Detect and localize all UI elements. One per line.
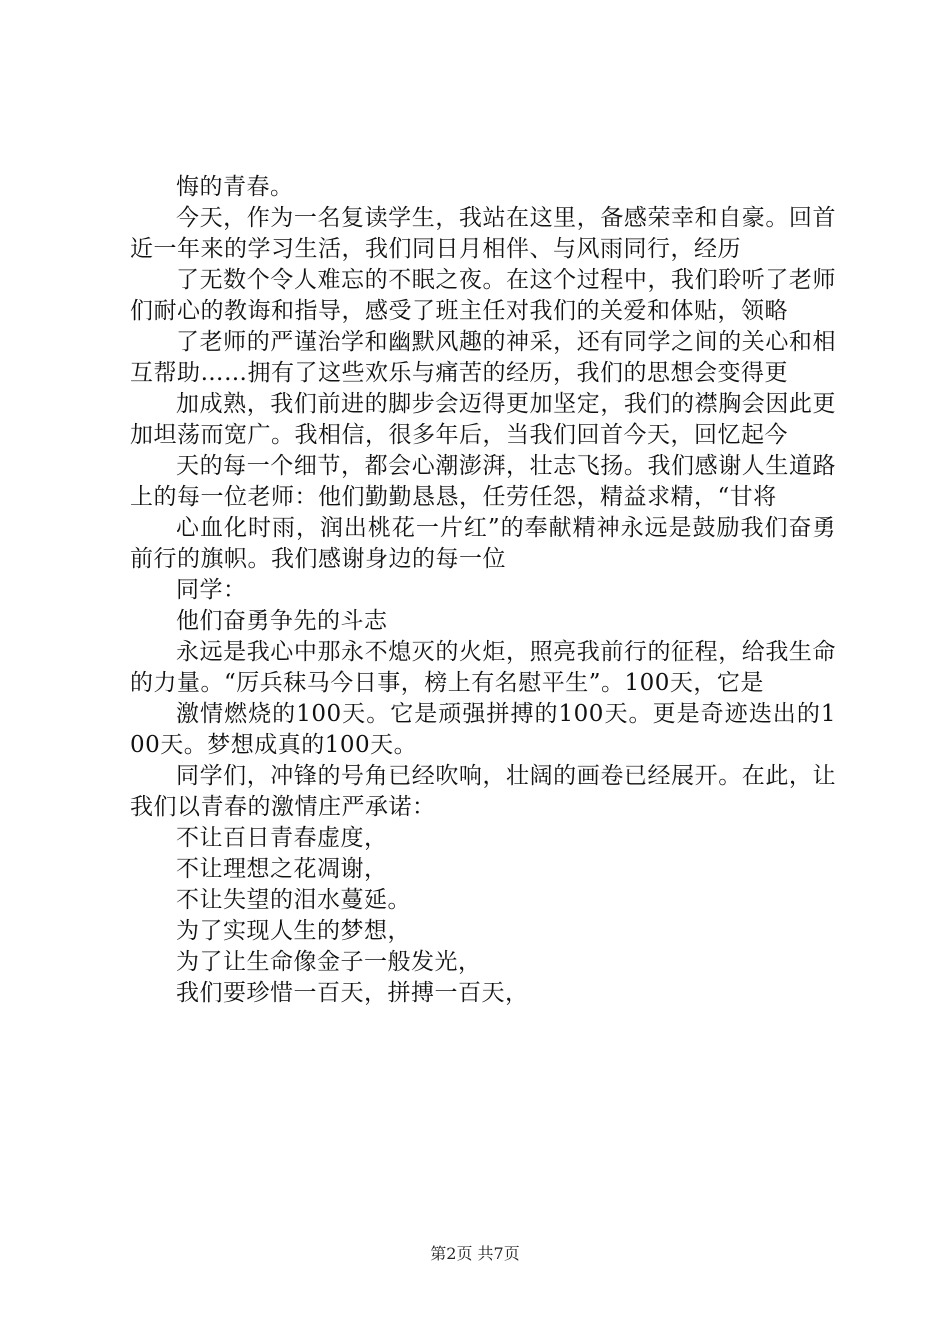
paragraph: 不让理想之花凋谢， — [176, 856, 388, 882]
paragraph: 同学们，冲锋的号角已经吹响，壮阔的画卷已经展开。在此，让我们以青春的激情庄严承诺： — [130, 763, 836, 820]
paragraph: 激情燃烧的100天。它是顽强拼搏的100天。更是奇迹迭出的100天。梦想成真的100天。 — [130, 701, 836, 758]
paragraph: 今天，作为一名复读学生，我站在这里，备感荣幸和自豪。回首近一年来的学习生活，我们同日月相伴、与风雨同行，经历 — [130, 205, 836, 262]
paragraph: 永远是我心中那永不熄灭的火炬，照亮我前行的征程，给我生命的力量。“厉兵秣马今日事，榜上有名慰平生”。100天，它是 — [130, 639, 836, 696]
paragraph: 天的每一个细节，都会心潮澎湃，壮志飞扬。我们感谢人生道路上的每一位老师：他们勤勤恳恳，任劳任怨，精益求精，“甘将 — [130, 453, 836, 510]
paragraph: 我们要珍惜一百天，拼搏一百天， — [176, 980, 529, 1006]
paragraph: 不让失望的泪水蔓延。 — [176, 887, 411, 913]
paragraph: 了老师的严谨治学和幽默风趣的神采，还有同学之间的关心和相互帮助……拥有了这些欢乐与痛苦的经历，我们的思想会变得更 — [130, 329, 836, 386]
paragraph: 为了实现人生的梦想， — [176, 918, 411, 944]
document-body — [130, 172, 836, 1009]
paragraph: 为了让生命像金子一般发光， — [176, 949, 482, 975]
paragraph: 不让百日青春虚度， — [176, 825, 388, 851]
page-number-footer: 第2页 共7页 — [430, 1244, 520, 1263]
paragraph: 悔的青春。 — [176, 174, 294, 200]
paragraph: 了无数个令人难忘的不眠之夜。在这个过程中，我们聆听了老师们耐心的教诲和指导，感受了班主任对我们的关爱和体贴，领略 — [130, 267, 836, 324]
paragraph: 加成熟，我们前进的脚步会迈得更加坚定，我们的襟胸会因此更加坦荡而宽广。我相信，很多年后，当我们回首今天，回忆起今 — [130, 391, 836, 448]
paragraph: 他们奋勇争先的斗志 — [176, 608, 388, 634]
paragraph: 心血化时雨，润出桃花一片红”的奉献精神永远是鼓励我们奋勇前行的旗帜。我们感谢身边的每一位 — [130, 515, 836, 572]
paragraph: 同学： — [176, 577, 247, 603]
